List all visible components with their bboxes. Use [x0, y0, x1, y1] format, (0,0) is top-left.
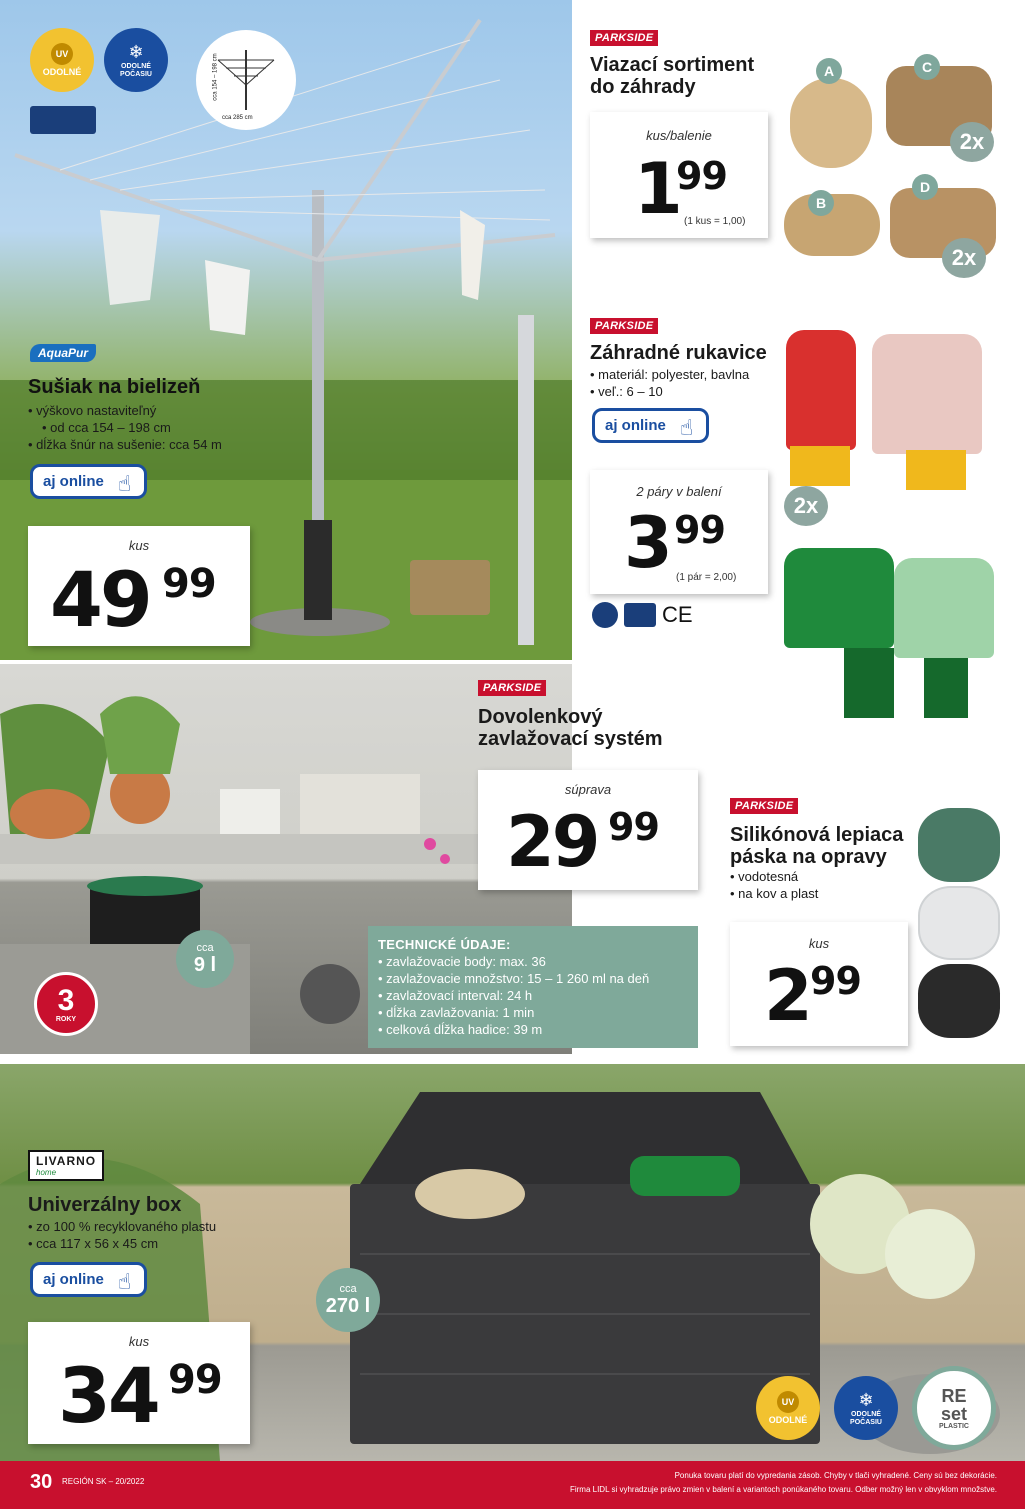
dryer-bullet-3: • dĺžka šnúr na sušenie: cca 54 m — [28, 436, 222, 453]
tape-title-line2: páska na opravy — [730, 846, 887, 868]
twine-brand — [590, 28, 658, 46]
twine-title — [590, 54, 754, 98]
warranty-text: ROKY — [55, 1015, 77, 1023]
dryer-price-main: 49 — [50, 555, 150, 644]
ce-mark: CE — [662, 602, 693, 627]
twine-unit-price: (1 kus = 1,00) — [684, 216, 746, 227]
box-bullet-2: • cca 117 x 56 x 45 cm — [28, 1235, 216, 1252]
page-number: 30 — [30, 1471, 53, 1493]
reset-text-2: set — [940, 1403, 967, 1424]
tech-spec-row: • zavlažovacie body: max. 36 — [378, 953, 688, 970]
dryer-price-box — [28, 526, 250, 646]
gloves-brand — [590, 316, 658, 334]
box-bullet-1: • zo 100 % recyklovaného plastu — [28, 1218, 216, 1235]
livarno-sub: home — [36, 1168, 57, 1177]
box-title: Univerzálny box — [28, 1194, 182, 1216]
gloves-bullets — [590, 366, 749, 400]
twine-multi-badge-2: 2x — [942, 238, 986, 278]
footer-note-2: Firma LIDL si vyhradzuje právo zmien v balení a variantoch ponúkaného tovaru. Odber možný len v obvyklom množstve. — [569, 1485, 997, 1494]
dryer-online-button[interactable] — [30, 464, 147, 499]
yellow-cuff — [906, 450, 966, 490]
tape-price-main: 2 — [764, 955, 810, 1037]
pointing-hand-icon: ☝ — [679, 415, 694, 440]
twine-price-main: 1 — [634, 148, 680, 230]
uv-label: UV — [51, 43, 73, 65]
irrigation-price-main: 29 — [506, 801, 598, 883]
dryer-bullet-2: • od cca 154 – 198 cm — [28, 419, 222, 436]
box-online-label: aj online — [43, 1271, 104, 1288]
warranty-number: 3 — [57, 983, 75, 1017]
gloves-bullet-1: • materiál: polyester, bavlna — [590, 366, 749, 383]
patterned-glove — [872, 334, 982, 454]
twine-letter-c: C — [914, 54, 940, 80]
tech-spec-row: • zavlažovací interval: 24 h — [378, 987, 688, 1004]
box-uv-badge — [756, 1376, 820, 1440]
tape-bullet-1: • vodotesná — [730, 868, 818, 885]
tech-spec-row: • zavlažovacie množstvo: 15 – 1 260 ml na deň — [378, 970, 688, 987]
tech-spec-row: • dĺžka zavlažovania: 1 min — [378, 1004, 688, 1021]
dryer-price-decimal: 99 — [162, 561, 216, 607]
twine-letter-b: B — [808, 190, 834, 216]
aquapur-logo: AquaPur — [30, 344, 96, 362]
green-gloves-photo — [784, 548, 1000, 724]
tape-brand — [730, 796, 798, 814]
gloves-certification-icons — [592, 602, 693, 628]
gloves-price-main: 3 — [624, 502, 670, 584]
box-bullets — [28, 1218, 216, 1252]
dryer-width-label: cca 285 cm — [222, 115, 253, 121]
dryer-unit: kus — [128, 538, 150, 553]
page-footer — [0, 1461, 1025, 1509]
gloves-multi-badge: 2x — [784, 486, 828, 526]
reset-text-3: PLASTIC — [939, 1422, 969, 1430]
parkside-logo: PARKSIDE — [730, 798, 798, 814]
tape-title-line1: Silikónová lepiaca — [730, 824, 904, 846]
uv-text: ODOLNÉ — [42, 67, 82, 77]
livarno-brand: LIVARNO — [36, 1154, 97, 1168]
irrigation-capacity-cca: cca — [196, 941, 214, 954]
twine-price-decimal: 99 — [676, 154, 727, 198]
tape-price-box — [730, 922, 908, 1046]
weather-resistant-badge — [104, 28, 168, 92]
uv-label: UV — [777, 1391, 799, 1413]
box-capacity: 270 l — [325, 1294, 371, 1317]
gloves-title: Záhradné rukavice — [590, 342, 767, 364]
box-unit: kus — [128, 1334, 150, 1349]
tape-price-decimal: 99 — [810, 959, 861, 1003]
tape-bullet-2: • na kov a plast — [730, 885, 818, 902]
box-price-main: 34 — [58, 1351, 158, 1440]
tape-title — [730, 824, 903, 868]
irrigation-title — [478, 706, 663, 750]
irrigation-brand — [478, 678, 546, 696]
irrigation-technical-specs — [368, 926, 698, 1048]
twine-title-line2: do záhrady — [590, 76, 696, 98]
weather-text: ODOLNÉ POČASIU — [850, 1410, 882, 1426]
box-weather-badge — [834, 1376, 898, 1440]
box-price-box — [28, 1322, 250, 1444]
irrigation-title-line1: Dovolenkový — [478, 706, 603, 728]
box-price-decimal: 99 — [168, 1357, 222, 1403]
irrigation-unit: súprava — [564, 782, 612, 797]
livarno-logo — [28, 1150, 104, 1181]
dryer-online-label: aj online — [43, 473, 104, 490]
weather-text: ODOLNÉ POČASIU — [120, 62, 152, 78]
gloves-online-button[interactable] — [592, 408, 709, 443]
uv-text: ODOLNÉ — [768, 1415, 808, 1425]
gloves-unit: 2 páry v balení — [636, 484, 722, 499]
box-online-button[interactable] — [30, 1262, 147, 1297]
parkside-logo: PARKSIDE — [478, 680, 546, 696]
dryer-title: Sušiak na bielizeň — [28, 376, 201, 398]
twine-letter-d: D — [912, 174, 938, 200]
pointing-hand-icon: ☝ — [117, 471, 132, 496]
green-cuff — [924, 658, 968, 718]
gloves-unit-price: (1 pár = 2,00) — [676, 572, 737, 583]
irrigation-price-decimal: 99 — [608, 805, 659, 849]
dryer-bullet-1: • výškovo nastaviteľný — [28, 402, 222, 419]
reset-text-1: RE — [941, 1385, 967, 1406]
box-capacity-cca: cca — [339, 1282, 357, 1295]
tape-roll-green — [918, 808, 1000, 882]
tuv-icon — [592, 602, 618, 628]
twine-letter-a: A — [816, 58, 842, 84]
tape-bullets — [730, 868, 818, 902]
tape-unit: kus — [808, 936, 830, 951]
twine-title-line1: Viazací sortiment — [590, 54, 755, 76]
red-glove — [786, 330, 856, 450]
tech-spec-row: • celková dĺžka hadice: 39 m — [378, 1021, 688, 1038]
tape-roll-white — [918, 886, 1000, 960]
twine-multi-badge-1: 2x — [950, 122, 994, 162]
twine-unit: kus/balenie — [646, 128, 712, 143]
tape-roll-black — [918, 964, 1000, 1038]
footer-note-1: Ponuka tovaru platí do vypredania zásob. Chyby v tlači vyhradené. Ceny sú bez dekorácie. — [674, 1471, 997, 1480]
dryer-height-label: cca 154 – 198 cm — [212, 53, 219, 101]
gs-icon — [624, 603, 656, 627]
gloves-price-decimal: 99 — [674, 508, 725, 552]
green-cuff — [844, 648, 894, 718]
irrigation-title-line2: zavlažovací systém — [478, 728, 663, 750]
snowflake-icon: ❄ — [128, 41, 144, 62]
warranty-badge — [34, 972, 98, 1036]
irrigation-capacity-badge — [176, 930, 234, 988]
green-glove — [784, 548, 894, 648]
reset-plastic-badge — [912, 1366, 996, 1450]
tech-specs-heading: TECHNICKÉ ÚDAJE: — [378, 937, 511, 952]
box-capacity-badge — [316, 1268, 380, 1332]
snowflake-icon: ❄ — [858, 1389, 874, 1410]
uv-resistant-badge — [30, 28, 94, 92]
dryer-bullets — [28, 402, 222, 453]
parkside-logo: PARKSIDE — [590, 318, 658, 334]
gloves-price-box — [590, 470, 768, 594]
pointing-hand-icon: ☝ — [117, 1269, 132, 1294]
irrigation-capacity: 9 l — [193, 953, 217, 976]
gloves-online-label: aj online — [605, 417, 666, 434]
red-gloves-photo — [786, 330, 1002, 506]
dryer-dimension-diagram — [196, 30, 296, 130]
gloves-bullet-2: • veľ.: 6 – 10 — [590, 383, 749, 400]
region-label: REGIÓN SK – 20/2022 — [62, 1477, 145, 1486]
twine-photo-a — [790, 78, 872, 168]
twine-price-box — [590, 112, 768, 238]
yellow-cuff — [790, 446, 850, 486]
parkside-logo: PARKSIDE — [590, 30, 658, 46]
tuv-gs-certification-icon — [30, 106, 96, 134]
light-green-glove — [894, 558, 994, 658]
irrigation-price-box — [478, 770, 698, 890]
